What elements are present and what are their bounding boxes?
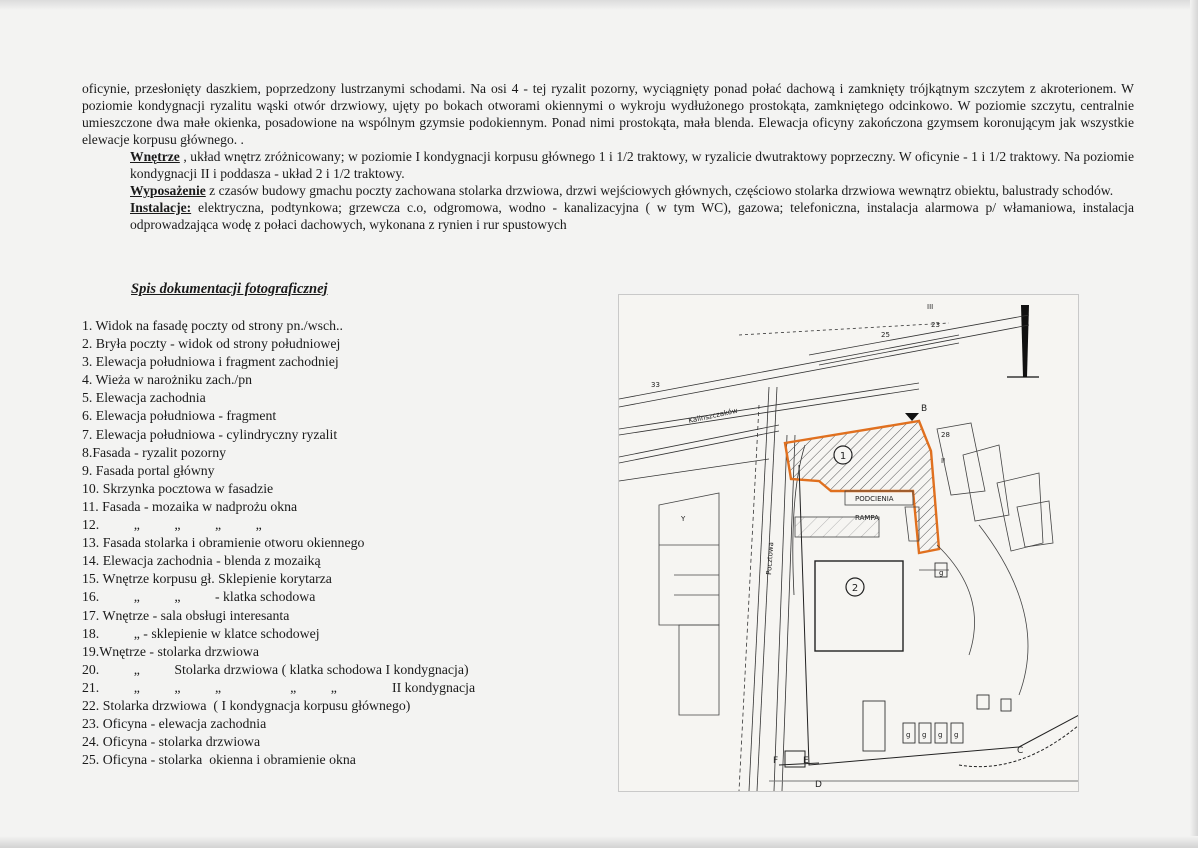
garages xyxy=(863,563,1011,751)
corner-label-f: F xyxy=(773,756,779,766)
list-item: 18. „ - sklepienie w klatce schodowej xyxy=(82,625,320,641)
list-item: 16. „ „ - klatka schodowa xyxy=(82,589,316,605)
site-plan-map xyxy=(618,294,1079,792)
building-2-label: 2 xyxy=(851,583,859,594)
list-item: 4. Wieża w narożniku zach./pn xyxy=(82,372,253,388)
building-2-outline xyxy=(815,561,903,651)
corner-b-arrow-icon xyxy=(905,413,919,421)
list-item: 19.Wnętrze - stolarka drzwiowa xyxy=(82,643,259,659)
parcel-label-y: Y xyxy=(681,515,686,523)
list-item: 17. Wnętrze - sala obsługi interesanta xyxy=(82,607,290,623)
list-item: 20. „ Stolarka drzwiowa ( klatka schodowa I kondygnacja) xyxy=(82,661,469,677)
paragraph-elewacja xyxy=(82,80,1134,148)
list-item: 12. „ „ „ „ xyxy=(82,517,262,533)
list-item: 8.Fasada - ryzalit pozorny xyxy=(82,444,227,460)
list-item: 13. Fasada stolarka i obramienie otworu okiennego xyxy=(82,535,365,551)
list-item: 2. Bryła poczty - widok od strony południowej xyxy=(82,336,341,352)
corner-label-b: B xyxy=(921,404,928,414)
corner-label-d: D xyxy=(815,780,822,790)
page-edge-right xyxy=(1190,0,1198,848)
list-item: 5. Elewacja zachodnia xyxy=(82,390,206,406)
left-parcels xyxy=(659,493,719,715)
section-label: Wyposażenie xyxy=(130,183,206,198)
page-edge-top xyxy=(0,0,1198,10)
list-item: 24. Oficyna - stolarka drzwiowa xyxy=(82,734,261,750)
right-parcels xyxy=(919,423,1053,695)
label-podcienia: PODCIENIA xyxy=(855,495,894,503)
paragraph-text: , układ wnętrz zróżnicowany; w poziomie I kondygnacji korpusu głównego 1 i 1/2 traktowy, w ryzalicie dwutraktowy poprzeczny. W oficynie - 1 i 1/2 traktowy. Na poziomie kondygnacji II i poddasza - układ 2 i 1/2 traktowy. xyxy=(130,149,1134,181)
street-label-kalinszczakow: Kalinszczaków xyxy=(687,406,739,425)
list-item: 23. Oficyna - elewacja zachodnia xyxy=(82,716,267,732)
building-1-label: 1 xyxy=(839,451,847,462)
list-item: 14. Elewacja zachodnia - blenda z mozaiką xyxy=(82,553,321,569)
garage-label: g xyxy=(939,569,944,577)
parcel-label-28: 28 xyxy=(941,431,950,439)
section-label: Wnętrze xyxy=(130,149,180,164)
parcel-label-23: 23 xyxy=(931,321,940,329)
paragraph-text: oficynie, przesłonięty daszkiem, poprzedzony lustrzanymi schodami. Na osi 4 - tej ryzalit pozorny, wyciągnięty ponad połać dachową i zamknięty trójkątnym szczytem z akroterionem. W poziomie kondygnacji ryzalitu wąski otwór drzwiowy, ujęty po bokach otworami okiennymi o wykroju wydłużonego prostokąta, zamkniętego odcinkowo. W poziomie szczytu, centralnie umieszczone dwa małe okienka, posadowione na wspólnym gzymsie podokiennym. Ponad nimi prostokąta, mała blenda. Elewacja oficyny zakończona gzymsem koronującym jak wszystkie elewacje korpusu głównego. . xyxy=(82,81,1134,147)
page-edge-bottom xyxy=(0,836,1198,848)
section-label: Instalacje: xyxy=(130,200,192,215)
paragraph-instalacje xyxy=(82,199,1134,233)
list-item: 25. Oficyna - stolarka okienna i obramienie okna xyxy=(82,752,356,768)
corner-label-e: E xyxy=(803,756,809,766)
garage-label: g xyxy=(922,731,927,739)
parcel-label-33: 33 xyxy=(651,381,660,389)
paragraph-text: z czasów budowy gmachu poczty zachowana stolarka drzwiowa, drzwi wejściowych głównych, częściowo stolarka drzwiowa wewnątrz obiektu, balustrady schodów. xyxy=(205,183,1114,198)
corner-label-c: C xyxy=(1017,746,1024,756)
list-item: 9. Fasada portal główny xyxy=(82,462,215,478)
description-text xyxy=(82,80,1134,233)
paragraph-wyposazenie xyxy=(82,182,1134,199)
roman-label-iii: III xyxy=(927,303,934,311)
list-item: 21. „ „ „ „ „ II kondygnacja xyxy=(82,679,476,695)
photo-list-title: Spis dokumentacji fotograficznej xyxy=(131,281,328,297)
site-plan-drawing xyxy=(619,295,1078,791)
paragraph-wnetrze xyxy=(82,148,1134,182)
list-item: 6. Elewacja południowa - fragment xyxy=(82,408,277,424)
garage-label: g xyxy=(954,731,959,739)
list-item: 3. Elewacja południowa i fragment zachodniej xyxy=(82,354,339,370)
list-item: 7. Elewacja południowa - cylindryczny ryzalit xyxy=(82,426,338,442)
photo-documentation-list xyxy=(82,317,552,769)
parcel-label-25: 25 xyxy=(881,331,890,339)
label-rampa: RAMPA xyxy=(855,514,879,522)
list-item: 1. Widok na fasadę poczty od strony pn./wsch.. xyxy=(82,318,343,333)
garage-label: g xyxy=(906,731,911,739)
list-item: 10. Skrzynka pocztowa w fasadzie xyxy=(82,480,274,496)
list-item: 11. Fasada - mozaika w nadprożu okna xyxy=(82,498,298,514)
list-item: 15. Wnętrze korpusu gł. Sklepienie korytarza xyxy=(82,571,332,587)
list-item: 22. Stolarka drzwiowa ( I kondygnacja korpusu głównego) xyxy=(82,697,411,713)
garage-label: g xyxy=(938,731,943,739)
paragraph-text: elektryczna, podtynkowa; grzewcza c.o, odgromowa, wodno - kanalizacyjna ( w tym WC), gazowa; telefoniczna, instalacja alarmowa p/ włamaniowa, instalacja odprowadzająca wodę z połaci dachowych, wykonana z rynien i rur spustowych xyxy=(130,200,1134,232)
street-label-pocztowa: Pocztowa xyxy=(765,541,776,576)
roman-label-ii: II xyxy=(941,457,946,465)
